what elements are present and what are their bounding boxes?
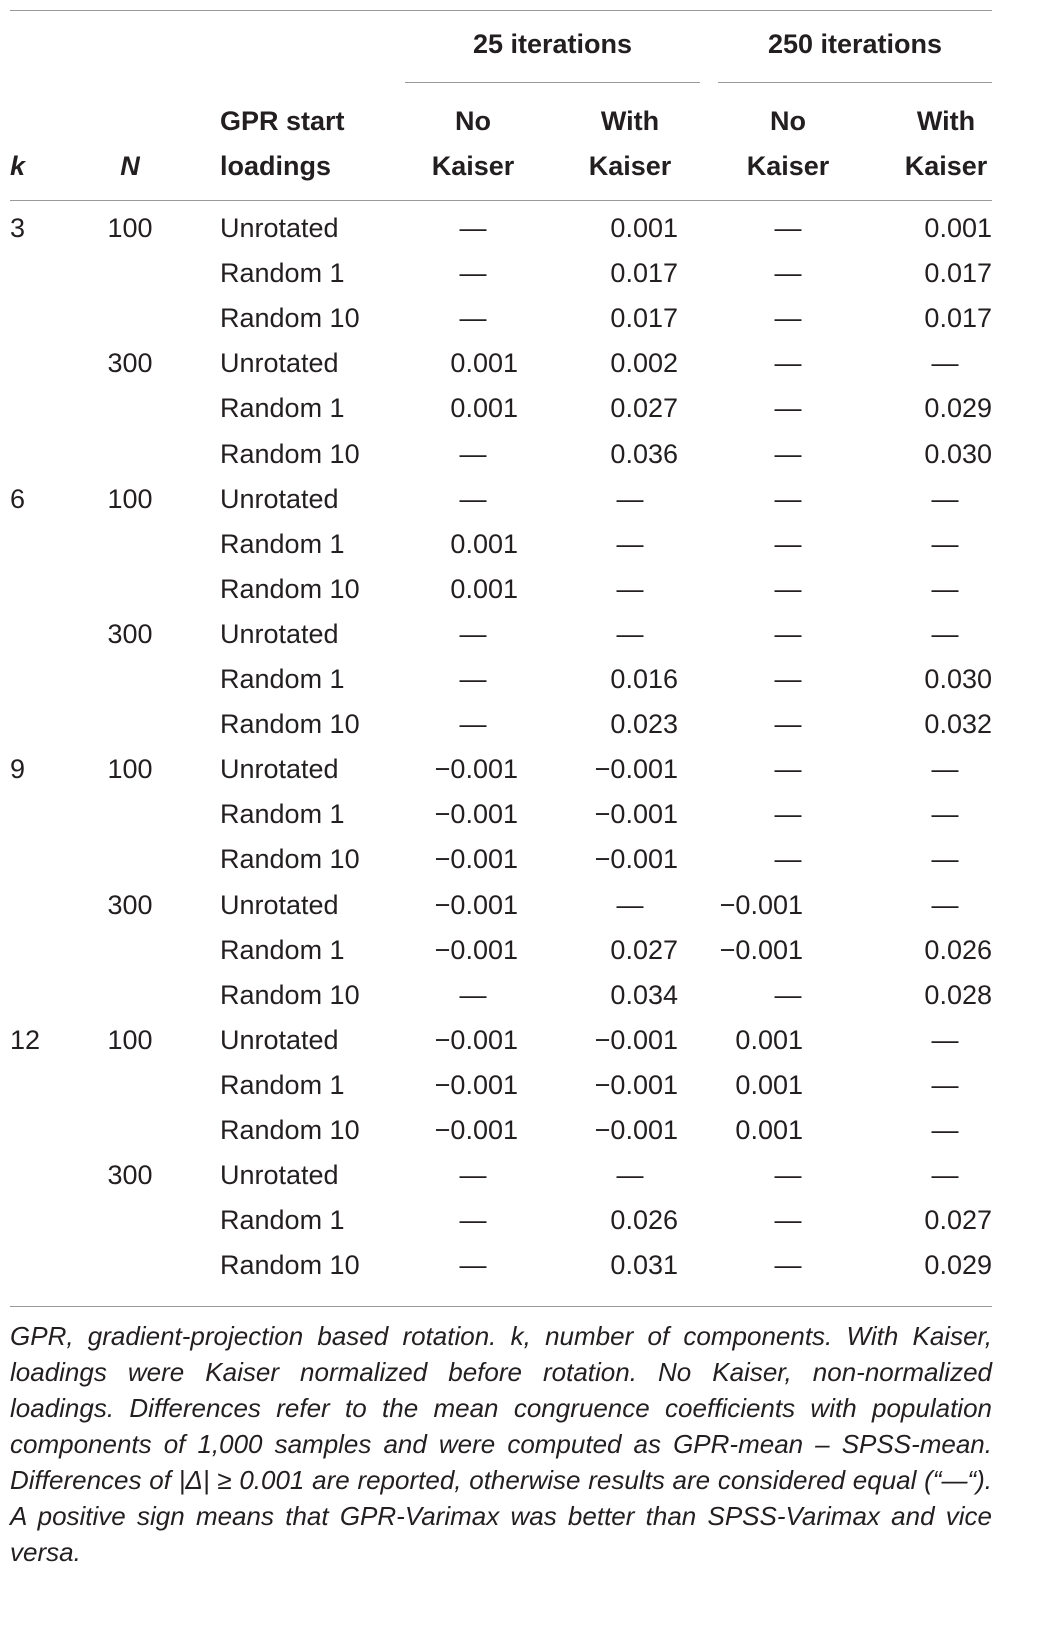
cell-25-no-kaiser: — — [459, 1160, 487, 1190]
cell-25-with-kaiser: −0.001 — [594, 754, 678, 784]
cell-25-with-kaiser: 0.016 — [610, 664, 678, 694]
cell-n: 300 — [107, 348, 153, 378]
cell-250-no-kaiser: −0.001 — [719, 890, 803, 920]
cell-250-with-kaiser: 0.032 — [924, 709, 992, 739]
cell-250-with-kaiser: — — [931, 844, 959, 874]
header-bottom-rule — [10, 200, 992, 201]
cell-n: 100 — [107, 754, 153, 784]
cell-250-with-kaiser: — — [931, 348, 959, 378]
cell-25-no-kaiser: — — [459, 709, 487, 739]
cell-k: 12 — [10, 1025, 41, 1055]
cell-25-with-kaiser: 0.017 — [610, 303, 678, 333]
group-header-250-iterations: 250 iterations — [767, 29, 943, 59]
cell-start-loadings: Unrotated — [220, 619, 339, 649]
group-25-underline — [405, 82, 700, 83]
cell-25-no-kaiser: — — [459, 303, 487, 333]
cell-25-with-kaiser: — — [616, 890, 644, 920]
cell-25-with-kaiser: 0.027 — [610, 935, 678, 965]
cell-250-with-kaiser: 0.029 — [924, 1250, 992, 1280]
cell-start-loadings: Unrotated — [220, 484, 339, 514]
cell-250-with-kaiser: 0.017 — [924, 258, 992, 288]
cell-25-no-kaiser: — — [459, 213, 487, 243]
cell-250-no-kaiser: 0.001 — [735, 1115, 803, 1145]
col-header-25-no-kaiser-line1: No — [455, 106, 491, 136]
cell-25-no-kaiser: −0.001 — [434, 754, 518, 784]
group-header-25-iterations: 25 iterations — [472, 29, 633, 59]
cell-250-with-kaiser: — — [931, 1160, 959, 1190]
cell-25-with-kaiser: −0.001 — [594, 1070, 678, 1100]
cell-250-no-kaiser: — — [774, 619, 802, 649]
cell-25-no-kaiser: 0.001 — [450, 393, 518, 423]
cell-start-loadings: Unrotated — [220, 754, 339, 784]
cell-25-no-kaiser: −0.001 — [434, 799, 518, 829]
cell-25-with-kaiser: 0.031 — [610, 1250, 678, 1280]
cell-start-loadings: Random 1 — [220, 935, 345, 965]
cell-start-loadings: Random 10 — [220, 574, 360, 604]
cell-25-no-kaiser: — — [459, 619, 487, 649]
cell-25-no-kaiser: −0.001 — [434, 844, 518, 874]
col-header-250-no-kaiser-line1: No — [770, 106, 806, 136]
cell-250-no-kaiser: — — [774, 980, 802, 1010]
cell-25-with-kaiser: 0.002 — [610, 348, 678, 378]
col-header-250-with-kaiser-line2: Kaiser — [904, 151, 988, 181]
cell-25-with-kaiser: 0.001 — [610, 213, 678, 243]
cell-start-loadings: Random 1 — [220, 393, 345, 423]
cell-start-loadings: Unrotated — [220, 1160, 339, 1190]
cell-start-loadings: Unrotated — [220, 1025, 339, 1055]
cell-25-no-kaiser: — — [459, 664, 487, 694]
cell-250-no-kaiser: — — [774, 484, 802, 514]
cell-250-no-kaiser: — — [774, 709, 802, 739]
cell-start-loadings: Random 10 — [220, 709, 360, 739]
cell-start-loadings: Random 1 — [220, 799, 345, 829]
col-header-start-line1: GPR start — [220, 106, 345, 136]
cell-25-no-kaiser: −0.001 — [434, 1115, 518, 1145]
cell-250-with-kaiser: — — [931, 529, 959, 559]
cell-k: 9 — [10, 754, 26, 784]
cell-start-loadings: Random 10 — [220, 1115, 360, 1145]
cell-start-loadings: Unrotated — [220, 348, 339, 378]
cell-25-with-kaiser: — — [616, 1160, 644, 1190]
cell-250-with-kaiser: 0.030 — [924, 439, 992, 469]
cell-250-no-kaiser: — — [774, 844, 802, 874]
cell-250-no-kaiser: 0.001 — [735, 1070, 803, 1100]
cell-250-with-kaiser: — — [931, 1070, 959, 1100]
cell-250-with-kaiser: 0.028 — [924, 980, 992, 1010]
cell-k: 3 — [10, 213, 26, 243]
cell-k: 6 — [10, 484, 26, 514]
cell-n: 300 — [107, 1160, 153, 1190]
cell-start-loadings: Random 1 — [220, 1205, 345, 1235]
cell-250-no-kaiser: — — [774, 1205, 802, 1235]
cell-25-with-kaiser: −0.001 — [594, 844, 678, 874]
cell-25-no-kaiser: — — [459, 980, 487, 1010]
cell-250-with-kaiser: 0.026 — [924, 935, 992, 965]
cell-250-no-kaiser: — — [774, 574, 802, 604]
cell-250-with-kaiser: 0.027 — [924, 1205, 992, 1235]
cell-start-loadings: Random 1 — [220, 1070, 345, 1100]
col-header-k: k — [10, 151, 26, 181]
table-top-rule — [10, 10, 992, 11]
cell-start-loadings: Random 10 — [220, 439, 360, 469]
cell-25-with-kaiser: — — [616, 574, 644, 604]
cell-start-loadings: Random 10 — [220, 844, 360, 874]
cell-start-loadings: Random 10 — [220, 980, 360, 1010]
cell-250-no-kaiser: — — [774, 348, 802, 378]
cell-250-no-kaiser: — — [774, 303, 802, 333]
cell-250-with-kaiser: 0.017 — [924, 303, 992, 333]
group-250-underline — [718, 82, 992, 83]
cell-n: 300 — [107, 619, 153, 649]
cell-250-with-kaiser: — — [931, 484, 959, 514]
cell-250-with-kaiser: — — [931, 754, 959, 784]
cell-250-no-kaiser: — — [774, 213, 802, 243]
cell-250-with-kaiser: — — [931, 1025, 959, 1055]
cell-250-no-kaiser: — — [774, 529, 802, 559]
table-footnote: GPR, gradient-projection based rotation. k, number of components. With Kaiser, loadings were Kaiser normalized before rotation. No Kaiser, non-normalized loadings. Differences refer to the mean congruence coefficients with population components of 1,000 samples and were computed as GPR-mean – SPSS-mean. Differences of |Δ| ≥ 0.001 are reported, otherwise results are considered equal (“—“). A positive sign means that GPR-Varimax was better than SPSS-Varimax and vice versa. — [10, 1321, 992, 1567]
cell-25-with-kaiser: 0.036 — [610, 439, 678, 469]
cell-start-loadings: Random 10 — [220, 303, 360, 333]
cell-n: 100 — [107, 213, 153, 243]
cell-start-loadings: Unrotated — [220, 890, 339, 920]
cell-25-with-kaiser: — — [616, 529, 644, 559]
cell-250-no-kaiser: — — [774, 664, 802, 694]
col-header-250-with-kaiser-line1: With — [916, 106, 976, 136]
cell-start-loadings: Random 1 — [220, 529, 345, 559]
cell-25-with-kaiser: −0.001 — [594, 799, 678, 829]
cell-250-no-kaiser: −0.001 — [719, 935, 803, 965]
cell-25-with-kaiser: −0.001 — [594, 1025, 678, 1055]
cell-25-with-kaiser: 0.027 — [610, 393, 678, 423]
cell-25-no-kaiser: — — [459, 439, 487, 469]
cell-250-with-kaiser: 0.029 — [924, 393, 992, 423]
cell-start-loadings: Random 10 — [220, 1250, 360, 1280]
cell-25-with-kaiser: — — [616, 484, 644, 514]
cell-250-with-kaiser: — — [931, 1115, 959, 1145]
cell-250-with-kaiser: — — [931, 574, 959, 604]
cell-250-no-kaiser: — — [774, 799, 802, 829]
cell-25-with-kaiser: 0.026 — [610, 1205, 678, 1235]
cell-25-with-kaiser: — — [616, 619, 644, 649]
cell-25-no-kaiser: — — [459, 1205, 487, 1235]
cell-25-no-kaiser: — — [459, 1250, 487, 1280]
cell-n: 100 — [107, 1025, 153, 1055]
cell-25-with-kaiser: −0.001 — [594, 1115, 678, 1145]
cell-250-with-kaiser: 0.030 — [924, 664, 992, 694]
cell-250-with-kaiser: — — [931, 619, 959, 649]
cell-25-no-kaiser: — — [459, 484, 487, 514]
cell-25-no-kaiser: −0.001 — [434, 890, 518, 920]
cell-start-loadings: Random 1 — [220, 664, 345, 694]
cell-start-loadings: Unrotated — [220, 213, 339, 243]
cell-250-no-kaiser: — — [774, 258, 802, 288]
cell-25-no-kaiser: −0.001 — [434, 935, 518, 965]
cell-25-no-kaiser: 0.001 — [450, 348, 518, 378]
cell-250-no-kaiser: — — [774, 1250, 802, 1280]
cell-start-loadings: Random 1 — [220, 258, 345, 288]
col-header-25-with-kaiser-line1: With — [600, 106, 660, 136]
cell-250-with-kaiser: 0.001 — [924, 213, 992, 243]
cell-250-no-kaiser: — — [774, 439, 802, 469]
cell-25-no-kaiser: −0.001 — [434, 1070, 518, 1100]
cell-25-no-kaiser: −0.001 — [434, 1025, 518, 1055]
col-header-n: N — [120, 151, 140, 181]
col-header-start-line2: loadings — [220, 151, 332, 181]
table-bottom-rule — [10, 1306, 992, 1307]
col-header-25-with-kaiser-line2: Kaiser — [588, 151, 672, 181]
cell-250-no-kaiser: — — [774, 754, 802, 784]
cell-25-with-kaiser: 0.034 — [610, 980, 678, 1010]
cell-25-with-kaiser: 0.023 — [610, 709, 678, 739]
cell-n: 100 — [107, 484, 153, 514]
cell-25-no-kaiser: 0.001 — [450, 529, 518, 559]
cell-25-no-kaiser: 0.001 — [450, 574, 518, 604]
cell-250-with-kaiser: — — [931, 890, 959, 920]
results-table — [10, 0, 992, 1320]
cell-25-with-kaiser: 0.017 — [610, 258, 678, 288]
cell-250-no-kaiser: 0.001 — [735, 1025, 803, 1055]
cell-n: 300 — [107, 890, 153, 920]
cell-250-no-kaiser: — — [774, 393, 802, 423]
cell-250-no-kaiser: — — [774, 1160, 802, 1190]
col-header-250-no-kaiser-line2: Kaiser — [746, 151, 830, 181]
col-header-25-no-kaiser-line2: Kaiser — [431, 151, 515, 181]
cell-25-no-kaiser: — — [459, 258, 487, 288]
cell-250-with-kaiser: — — [931, 799, 959, 829]
